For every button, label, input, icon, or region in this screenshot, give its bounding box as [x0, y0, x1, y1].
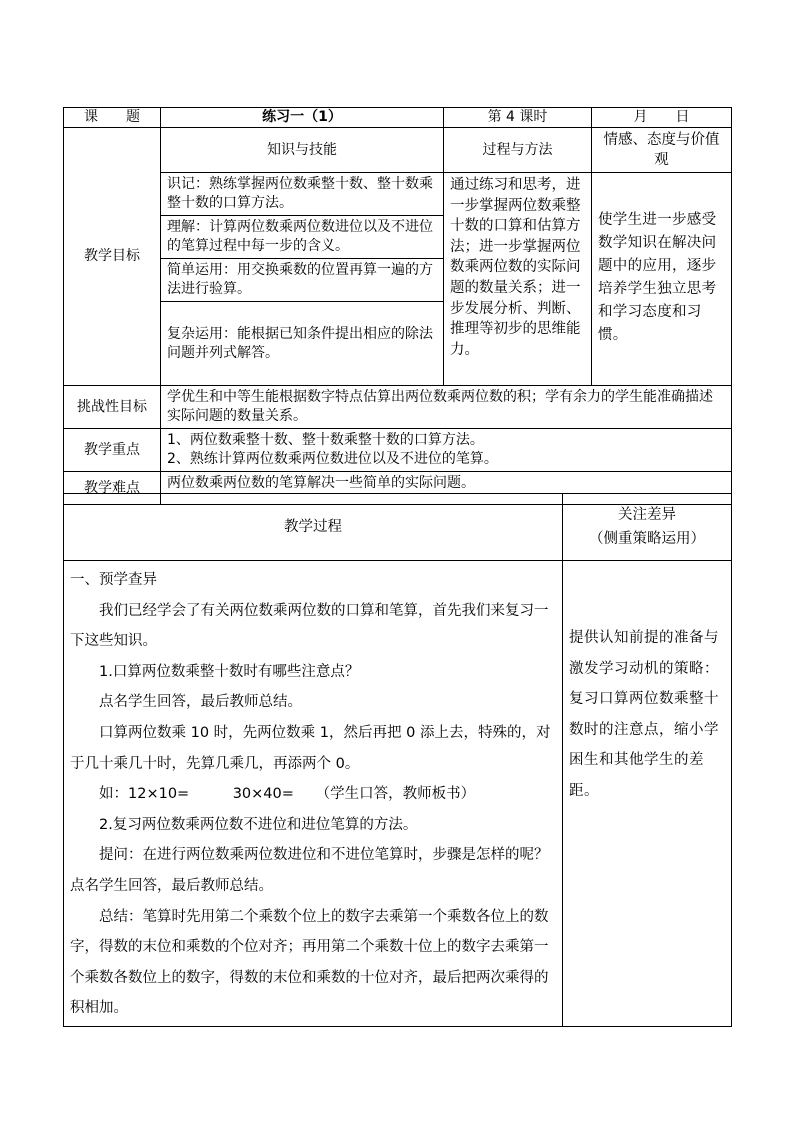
key-point-item: 1、两位数乘整十数、整十数乘整十数的口算方法。	[167, 432, 484, 448]
process-header: 教学过程	[64, 494, 563, 561]
key-points-cell	[161, 429, 732, 472]
date-label: 月 日	[592, 108, 732, 128]
differences-header-cell	[563, 494, 732, 561]
knowledge-item-complex-use: 复杂运用：能根据已知条件提出相应的除法问题并列式解答。	[161, 302, 444, 386]
process-text: 通过练习和思考，进一步掌握两位数乘整十数的口算和估算方法；进一步掌握两位数乘两位数的实际问题的数量关系；进一步发展分析、判断、推理等初步的思维能力。	[444, 173, 592, 386]
key-point-item: 2、熟练计算两位数乘两位数进位以及不进位的笔算。	[167, 451, 498, 467]
challenge-label: 挑战性目标	[64, 386, 161, 429]
strategy-subheader: （侧重策略运用）	[589, 531, 705, 547]
difficulty-text: 两位数乘两位数的笔算解决一些简单的实际问题。	[161, 472, 732, 505]
process-table	[63, 493, 732, 1027]
process-body	[64, 561, 563, 1027]
process-question: 1.口算两位数乘整十数时有哪些注意点？	[99, 663, 360, 680]
emotion-text: 使学生进一步感受数学知识在解决问题中的应用，逐步培养学生独立思考和学习态度和习惯。	[592, 173, 732, 386]
differences-body: 提供认知前提的准备与激发学习动机的策略：复习口算两位数乘整十数时的注意点，缩小学困生和其他学生的差距。	[563, 561, 732, 1027]
process-paragraph: 点名学生回答，最后教师总结。	[99, 694, 302, 711]
process-paragraph: 口算两位数乘 10 时，先两位数乘 1，然后再把 0 添上去，特殊的，对于几十乘几十时，先算几乘几，再添两个 0。	[70, 724, 551, 772]
difficulty-label: 教学难点	[64, 472, 161, 505]
col-emotion-header: 情感、态度与价值观	[592, 128, 732, 173]
col-knowledge-header: 知识与技能	[161, 128, 444, 173]
course-label: 课 题	[64, 108, 161, 128]
differences-header: 关注差异	[618, 507, 676, 523]
key-points-label: 教学重点	[64, 429, 161, 472]
process-example: 如：12×10= 30×40= （学生口答，教师板书）	[99, 786, 476, 803]
process-summary: 总结：笔算时先用第二个乘数个位上的数字去乘第一个乘数各位上的数字，得数的末位和乘数的个位对齐；再用第二个乘数十位上的数字去乘第一个乘数各数位上的数字，得数的末位和乘数的十位对齐，最后把两次乘得的积相加。	[70, 908, 549, 1017]
challenge-text: 学优生和中等生能根据数字特点估算出两位数乘两位数的积；学有余力的学生能准确描述实际问题的数量关系。	[161, 386, 732, 429]
section-heading: 一、预学查异	[70, 572, 157, 588]
col-process-header: 过程与方法	[444, 128, 592, 173]
process-paragraph: 提问：在进行两位数乘两位数进位和不进位笔算时，步骤是怎样的呢？ 点名学生回答，最后教师总结。	[70, 847, 563, 894]
objectives-table	[63, 107, 732, 505]
knowledge-item-simple-use: 简单运用：用交换乘数的位置再算一遍的方法进行验算。	[161, 259, 444, 302]
knowledge-item-understand: 理解：计算两位数乘两位数进位以及不进位的笔算过程中每一步的含义。	[161, 216, 444, 259]
process-question: 2.复习两位数乘两位数不进位和进位笔算的方法。	[99, 816, 418, 833]
period-label: 第 4 课时	[444, 108, 592, 128]
knowledge-item-recall: 识记：熟练掌握两位数乘整十数、整十数乘整十数的口算方法。	[161, 173, 444, 216]
objectives-row-label: 教学目标	[64, 128, 161, 386]
lesson-title: 练习一（1）	[161, 108, 444, 128]
process-paragraph: 我们已经学会了有关两位数乘两位数的口算和笔算，首先我们来复习一下这些知识。	[70, 602, 549, 650]
